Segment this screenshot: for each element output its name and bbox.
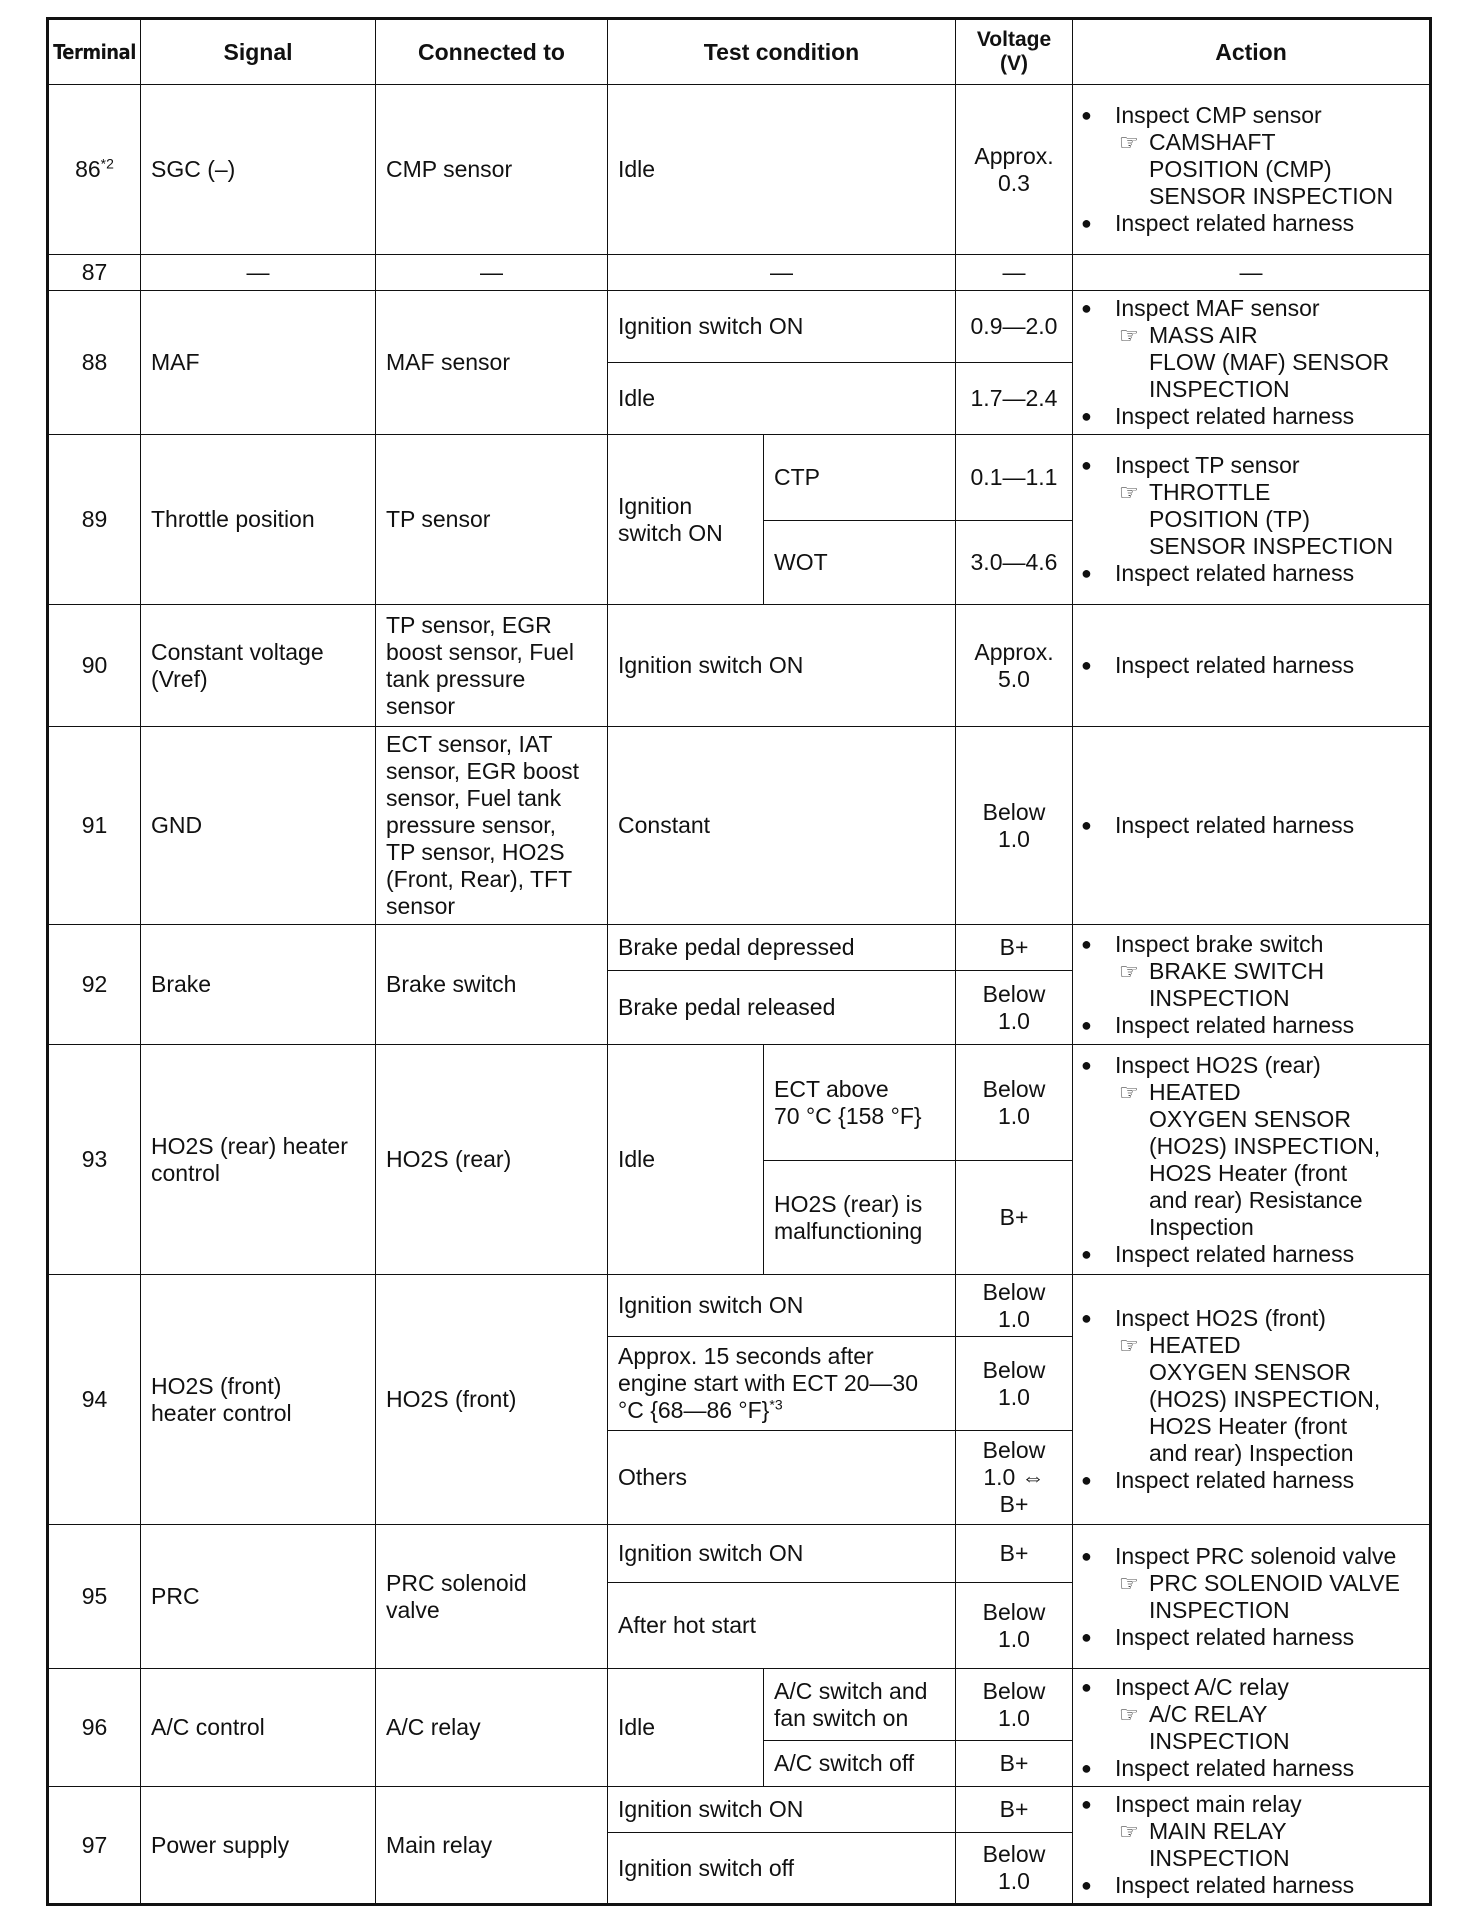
voltage-cell: B+: [956, 1161, 1073, 1275]
bullet-icon: ●: [1081, 455, 1092, 475]
condition-cell: Brake pedal released: [608, 971, 956, 1045]
action-reference-link[interactable]: CAMSHAFT POSITION (CMP) SENSOR INSPECTION: [1149, 129, 1394, 209]
signal-cell: SGC (–): [141, 85, 376, 255]
action-item: Inspect main relay: [1115, 1791, 1302, 1817]
voltage-cell: 3.0—4.6: [956, 521, 1073, 605]
terminal-cell: 89: [48, 435, 141, 605]
condition-cell: Ignition switch ON: [608, 1275, 956, 1337]
voltage-cell: B+: [956, 1525, 1073, 1583]
reference-hand-icon: ☞: [1119, 1701, 1139, 1727]
bullet-icon: ●: [1081, 933, 1092, 954]
terminal-voltage-table: [46, 17, 1432, 1906]
action-cell: —: [1073, 255, 1431, 291]
table-row-89: [48, 435, 1431, 521]
action-reference-link[interactable]: MASS AIR FLOW (MAF) SENSOR INSPECTION: [1149, 322, 1390, 402]
action-item: Inspect related harness: [1115, 1872, 1355, 1898]
connected-cell: TP sensor, EGR boost sensor, Fuel tank pressure sensor: [376, 605, 608, 727]
action-item: Inspect related harness: [1115, 812, 1355, 838]
action-item: Inspect related harness: [1115, 1623, 1355, 1650]
signal-cell: Power supply: [141, 1787, 376, 1905]
bullet-icon: ●: [1081, 213, 1092, 233]
voltage-cell: Below 1.0: [956, 971, 1073, 1045]
condition-cell: Others: [608, 1431, 956, 1525]
terminal-cell: 97: [48, 1787, 141, 1905]
condition-cell: After hot start: [608, 1583, 956, 1669]
action-cell: [1073, 85, 1431, 255]
condition-cell: —: [608, 255, 956, 291]
voltage-cell: —: [956, 255, 1073, 291]
header-signal: Signal: [141, 19, 376, 85]
action-cell: [1073, 605, 1431, 727]
action-item: Inspect related harness: [1115, 652, 1355, 678]
table-row-91: [48, 727, 1431, 925]
signal-cell: MAF: [141, 291, 376, 435]
terminal-cell: 87: [48, 255, 141, 291]
voltage-cell: 0.9—2.0: [956, 291, 1073, 363]
voltage-cell: Approx. 0.3: [956, 85, 1073, 255]
sub-condition-cell: ECT above 70 °C {158 °F}: [764, 1045, 956, 1161]
voltage-cell: Below 1.0: [956, 1045, 1073, 1161]
connected-cell: MAF sensor: [376, 291, 608, 435]
terminal-cell: [48, 85, 141, 255]
connected-cell: HO2S (front): [376, 1275, 608, 1525]
bullet-icon: ●: [1081, 1545, 1092, 1566]
signal-cell: Brake: [141, 925, 376, 1045]
footnote-marker: *3: [769, 1396, 783, 1413]
condition-cell: Constant: [608, 727, 956, 925]
terminal-cell: 96: [48, 1669, 141, 1787]
action-reference-link[interactable]: A/C RELAY INSPECTION: [1149, 1700, 1290, 1754]
action-cell: [1073, 1045, 1431, 1275]
signal-cell: Throttle position: [141, 435, 376, 605]
action-cell: [1073, 925, 1431, 1045]
action-reference-link[interactable]: THROTTLE POSITION (TP) SENSOR INSPECTION: [1149, 479, 1394, 559]
voltage-cell: B+: [956, 1787, 1073, 1833]
connected-cell: CMP sensor: [376, 85, 608, 255]
condition-cell: Brake pedal depressed: [608, 925, 956, 971]
action-reference-link[interactable]: PRC SOLENOID VALVE INSPECTION: [1149, 1569, 1400, 1623]
action-cell: [1073, 1669, 1431, 1787]
condition-text: Approx. 15 seconds after engine start with ECT 20—30 °C {68—86 °F}: [618, 1343, 919, 1423]
bullet-icon: ●: [1081, 1054, 1092, 1075]
signal-cell: —: [141, 255, 376, 291]
bullet-icon: ●: [1081, 406, 1092, 426]
table-row-94: [48, 1275, 1431, 1337]
action-cell: [1073, 1787, 1431, 1905]
condition-cell: Ignition switch ON: [608, 1787, 956, 1833]
signal-cell: PRC: [141, 1525, 376, 1669]
reference-hand-icon: ☞: [1119, 958, 1139, 984]
action-cell: [1073, 435, 1431, 605]
sub-condition-cell: A/C switch off: [764, 1741, 956, 1787]
header-connected-to: Connected to: [376, 19, 608, 85]
terminal-cell: 88: [48, 291, 141, 435]
bullet-icon: ●: [1081, 1757, 1092, 1778]
voltage-cell: 1.7—2.4: [956, 363, 1073, 435]
table-row-92: [48, 925, 1431, 971]
connected-cell: —: [376, 255, 608, 291]
bullet-icon: ●: [1081, 298, 1092, 318]
signal-cell: Constant voltage (Vref): [141, 605, 376, 727]
action-item: Inspect related harness: [1115, 1011, 1355, 1038]
connected-cell: ECT sensor, IAT sensor, EGR boost sensor, Fuel tank pressure sensor, TP sensor, HO2S (Front, Rear), TFT sensor: [376, 727, 608, 925]
reference-hand-icon: ☞: [1119, 130, 1139, 155]
connected-cell: TP sensor: [376, 435, 608, 605]
condition-cell: Ignition switch ON: [608, 605, 956, 727]
action-cell: [1073, 291, 1431, 435]
action-reference-link[interactable]: BRAKE SWITCH INSPECTION: [1149, 957, 1325, 1011]
terminal-voltage-table-sheet: [46, 17, 1432, 1906]
action-item: Inspect TP sensor: [1115, 452, 1300, 478]
action-item: Inspect brake switch: [1115, 930, 1324, 957]
signal-cell: GND: [141, 727, 376, 925]
voltage-cell: Below 1.0: [956, 1583, 1073, 1669]
action-item: Inspect CMP sensor: [1115, 102, 1322, 128]
voltage-cell: Below 1.0 ⇔ B+: [956, 1431, 1073, 1525]
connected-cell: HO2S (rear): [376, 1045, 608, 1275]
condition-cell: Idle: [608, 363, 956, 435]
bullet-icon: ●: [1081, 1470, 1092, 1490]
table-row-88: [48, 291, 1431, 363]
signal-cell: HO2S (rear) heater control: [141, 1045, 376, 1275]
table-row-87: [48, 255, 1431, 291]
terminal-number: 86: [75, 156, 101, 182]
reference-hand-icon: ☞: [1119, 323, 1139, 348]
action-reference-link[interactable]: MAIN RELAY INSPECTION: [1149, 1818, 1290, 1871]
voltage-cell: Below 1.0: [956, 1833, 1073, 1905]
action-reference-link[interactable]: HEATED OXYGEN SENSOR (HO2S) INSPECTION, HO2S Heater (front and rear) Resistance Inspection: [1149, 1078, 1381, 1240]
signal-cell: HO2S (front) heater control: [141, 1275, 376, 1525]
condition-cell: Ignition switch ON: [608, 291, 956, 363]
condition-cell: [608, 1337, 956, 1431]
terminal-cell: 91: [48, 727, 141, 925]
bullet-icon: ●: [1081, 563, 1092, 583]
voltage-cell: Below 1.0: [956, 1669, 1073, 1741]
signal-cell: A/C control: [141, 1669, 376, 1787]
connected-cell: A/C relay: [376, 1669, 608, 1787]
action-item: Inspect related harness: [1115, 1754, 1355, 1781]
action-reference-link[interactable]: HEATED OXYGEN SENSOR (HO2S) INSPECTION, HO2S Heater (front and rear) Inspection: [1149, 1332, 1381, 1466]
table-row-93: [48, 1045, 1431, 1161]
header-voltage: Voltage (V): [956, 19, 1073, 85]
bullet-icon: ●: [1081, 1676, 1092, 1697]
voltage-cell: Below 1.0: [956, 1337, 1073, 1431]
action-item: Inspect related harness: [1115, 1240, 1355, 1267]
terminal-cell: 94: [48, 1275, 141, 1525]
bullet-icon: ●: [1081, 1626, 1092, 1647]
action-cell: [1073, 1525, 1431, 1669]
header-test-condition: Test condition: [608, 19, 956, 85]
condition-cell: Idle: [608, 85, 956, 255]
action-item: Inspect PRC solenoid valve: [1115, 1542, 1397, 1569]
table-row-90: [48, 605, 1431, 727]
header-action: Action: [1073, 19, 1431, 85]
header-terminal: Terminal: [48, 19, 141, 85]
terminal-cell: 93: [48, 1045, 141, 1275]
bullet-icon: ●: [1081, 655, 1092, 675]
table-row-86: [48, 85, 1431, 255]
bullet-icon: ●: [1081, 1308, 1092, 1328]
sub-condition-cell: WOT: [764, 521, 956, 605]
terminal-cell: 90: [48, 605, 141, 727]
bullet-icon: ●: [1081, 1243, 1092, 1264]
action-item: Inspect MAF sensor: [1115, 295, 1320, 321]
condition-cell: Ignition switch ON: [608, 435, 764, 605]
action-cell: [1073, 727, 1431, 925]
header-row: [48, 19, 1431, 85]
condition-cell: Ignition switch off: [608, 1833, 956, 1905]
condition-cell: Idle: [608, 1669, 764, 1787]
sub-condition-cell: A/C switch and fan switch on: [764, 1669, 956, 1741]
action-item: Inspect related harness: [1115, 403, 1355, 429]
action-item: Inspect related harness: [1115, 1467, 1355, 1493]
action-item: Inspect HO2S (rear): [1115, 1051, 1321, 1078]
condition-cell: Ignition switch ON: [608, 1525, 956, 1583]
table-row-97: [48, 1787, 1431, 1833]
voltage-cell: Below 1.0: [956, 1275, 1073, 1337]
sub-condition-cell: CTP: [764, 435, 956, 521]
terminal-cell: 95: [48, 1525, 141, 1669]
voltage-cell: Approx. 5.0: [956, 605, 1073, 727]
voltage-cell: Below 1.0: [956, 727, 1073, 925]
reference-hand-icon: ☞: [1119, 1333, 1139, 1358]
table-row-96: [48, 1669, 1431, 1741]
reference-hand-icon: ☞: [1119, 1819, 1139, 1844]
action-item: Inspect related harness: [1115, 560, 1355, 586]
bullet-icon: ●: [1081, 815, 1092, 835]
reference-hand-icon: ☞: [1119, 1079, 1139, 1105]
connected-cell: Main relay: [376, 1787, 608, 1905]
bullet-icon: ●: [1081, 1794, 1092, 1814]
voltage-cell: 0.1—1.1: [956, 435, 1073, 521]
bullet-icon: ●: [1081, 105, 1092, 125]
action-item: Inspect A/C relay: [1115, 1673, 1289, 1700]
bullet-icon: ●: [1081, 1014, 1092, 1035]
action-cell: [1073, 1275, 1431, 1525]
connected-cell: Brake switch: [376, 925, 608, 1045]
voltage-cell: B+: [956, 925, 1073, 971]
reference-hand-icon: ☞: [1119, 1570, 1139, 1596]
reference-hand-icon: ☞: [1119, 480, 1139, 505]
voltage-cell: B+: [956, 1741, 1073, 1787]
footnote-marker: *2: [100, 155, 114, 172]
sub-condition-cell: HO2S (rear) is malfunctioning: [764, 1161, 956, 1275]
terminal-cell: 92: [48, 925, 141, 1045]
connected-cell: PRC solenoid valve: [376, 1525, 608, 1669]
condition-cell: Idle: [608, 1045, 764, 1275]
bullet-icon: ●: [1081, 1875, 1092, 1895]
action-item: Inspect related harness: [1115, 210, 1355, 236]
action-item: Inspect HO2S (front): [1115, 1305, 1326, 1331]
table-row-95: [48, 1525, 1431, 1583]
